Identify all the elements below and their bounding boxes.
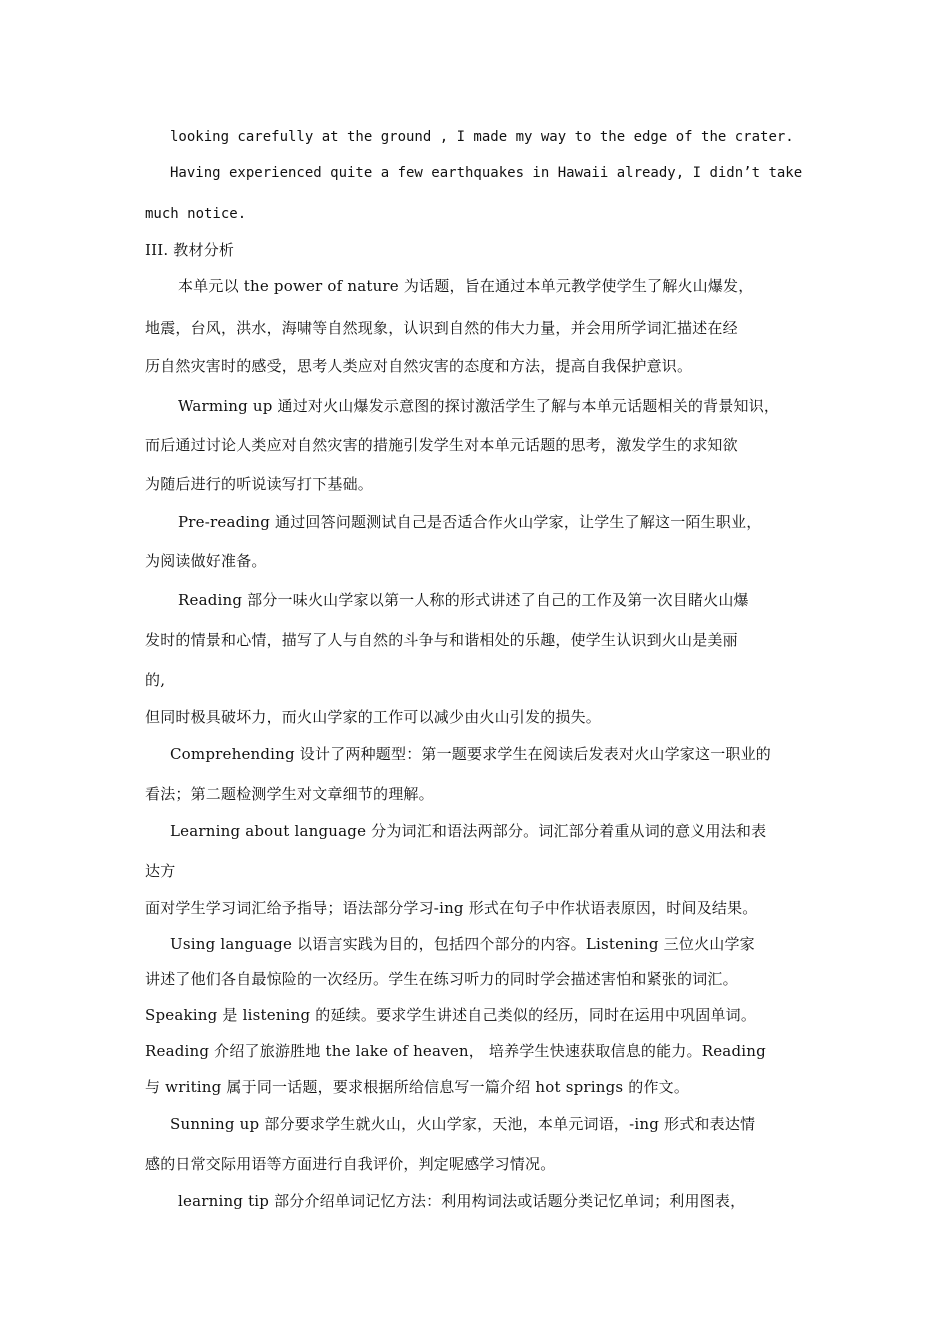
text-line: Comprehending 设计了两种题型：第一题要求学生在阅读后发表对火山学家这一职业的 <box>170 745 772 763</box>
text-line: learning tip 部分介绍单词记忆方法：利用构词法或话题分类记忆单词；利用图表， <box>178 1192 746 1210</box>
text-line: 为随后进行的听说读写打下基础。 <box>145 475 374 493</box>
text-line: 历自然灾害时的感受，思考人类应对自然灾害的态度和方法，提高自我保护意识。 <box>145 357 693 375</box>
text-line: 面对学生学习词汇给予指导；语法部分学习-ing 形式在句子中作状语表原因，时间及结果。 <box>145 899 758 917</box>
text-line: 讲述了他们各自最惊险的一次经历。学生在练习听力的同时学会描述害怕和紧张的词汇。 <box>145 970 738 988</box>
text-line: Warming up 通过对火山爆发示意图的探讨激活学生了解与本单元话题相关的背景知识， <box>178 397 780 415</box>
text-line: 但同时极具破坏力，而火山学家的工作可以减少由火山引发的损失。 <box>145 708 602 726</box>
text-line: looking carefully at the ground , I made my way to the edge of the crater. <box>170 129 794 145</box>
text-line: Using language 以语言实践为目的，包括四个部分的内容。Listening 三位火山学家 <box>170 935 755 953</box>
text-line: 的, <box>145 671 166 689</box>
text-line: Having experienced quite a few earthquakes in Hawaii already, I didn’t take <box>170 165 803 181</box>
text-line: Speaking 是 listening 的延续。要求学生讲述自己类似的经历，同时在运用中巩固单词。 <box>145 1006 757 1024</box>
text-line: Reading 介绍了旅游胜地 the lake of heaven， 培养学生快速获取信息的能力。Reading <box>145 1042 766 1060</box>
text-line: 看法；第二题检测学生对文章细节的理解。 <box>145 785 434 803</box>
text-line: 发时的情景和心情，描写了人与自然的斗争与和谐相处的乐趣，使学生认识到火山是美丽 <box>145 631 738 649</box>
text-line: 本单元以 the power of nature 为话题，旨在通过本单元教学使学生了解火山爆发， <box>178 277 754 295</box>
text-line: 与 writing 属于同一话题，要求根据所给信息写一篇介绍 hot springs 的作文。 <box>145 1078 690 1096</box>
text-line: Pre-reading 通过回答问题测试自己是否适合作火山学家，让学生了解这一陌生职业， <box>178 513 762 531</box>
section-heading: III. 教材分析 <box>145 241 235 259</box>
text-line: 为阅读做好准备。 <box>145 552 267 570</box>
text-line: much notice. <box>145 206 247 222</box>
text-line: Sunning up 部分要求学生就火山，火山学家，天池，本单元词语，-ing 形式和表达情 <box>170 1115 756 1133</box>
text-line: Learning about language 分为词汇和语法两部分。词汇部分着重从词的意义用法和表 <box>170 822 767 840</box>
text-line: 感的日常交际用语等方面进行自我评价，判定呢感学习情况。 <box>145 1155 556 1173</box>
text-line: Reading 部分一味火山学家以第一人称的形式讲述了自己的工作及第一次目睹火山爆 <box>178 591 749 609</box>
text-line: 而后通过讨论人类应对自然灾害的措施引发学生对本单元话题的思考，激发学生的求知欲 <box>145 436 738 454</box>
text-line: 地震，台风，洪水，海啸等自然现象，认识到自然的伟大力量，并会用所学词汇描述在经 <box>145 319 738 337</box>
text-line: 达方 <box>145 862 176 880</box>
